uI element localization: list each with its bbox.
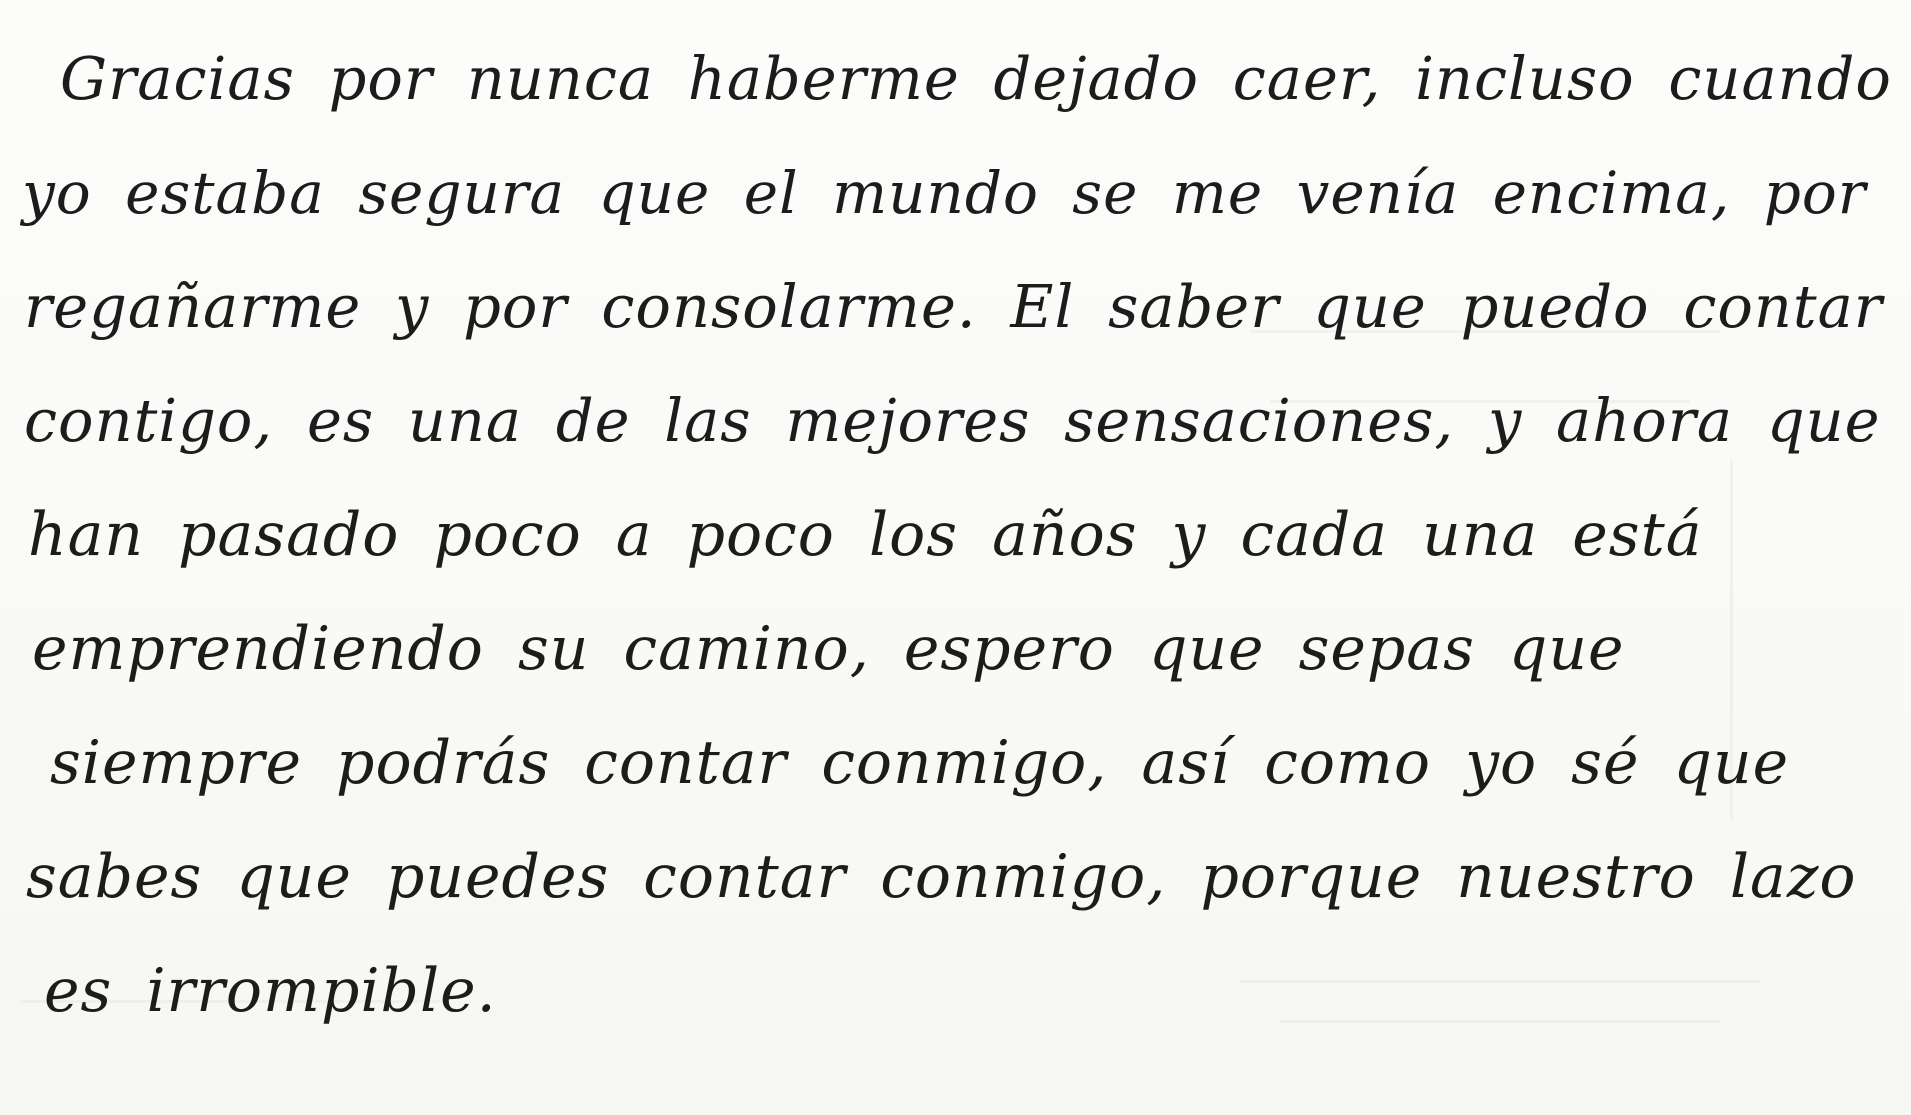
letter-line-5: han pasado poco a poco los años y cada una está — [28, 500, 1703, 570]
letter-line-4: contigo, es una de las mejores sensaciones, y ahora que — [24, 386, 1881, 455]
letter-line-8: sabes que puedes contar conmigo, porque nuestro lazo — [26, 842, 1857, 912]
letter-line-6: emprendiendo su camino, espero que sepas que — [32, 614, 1625, 684]
letter-line-7: siempre podrás contar conmigo, así como yo sé que — [50, 728, 1790, 798]
handwritten-letter — [22, 22, 1892, 1048]
letter-line-3: regañarme y por consolarme. El saber que puedo contar — [24, 272, 1883, 341]
letter-line-1: Gracias por nunca haberme dejado caer, incluso cuando — [60, 44, 1892, 113]
letter-line-2: yo estaba segura que el mundo se me venía encima, por — [22, 159, 1867, 227]
letter-line-9: es irrompible. — [44, 956, 497, 1026]
